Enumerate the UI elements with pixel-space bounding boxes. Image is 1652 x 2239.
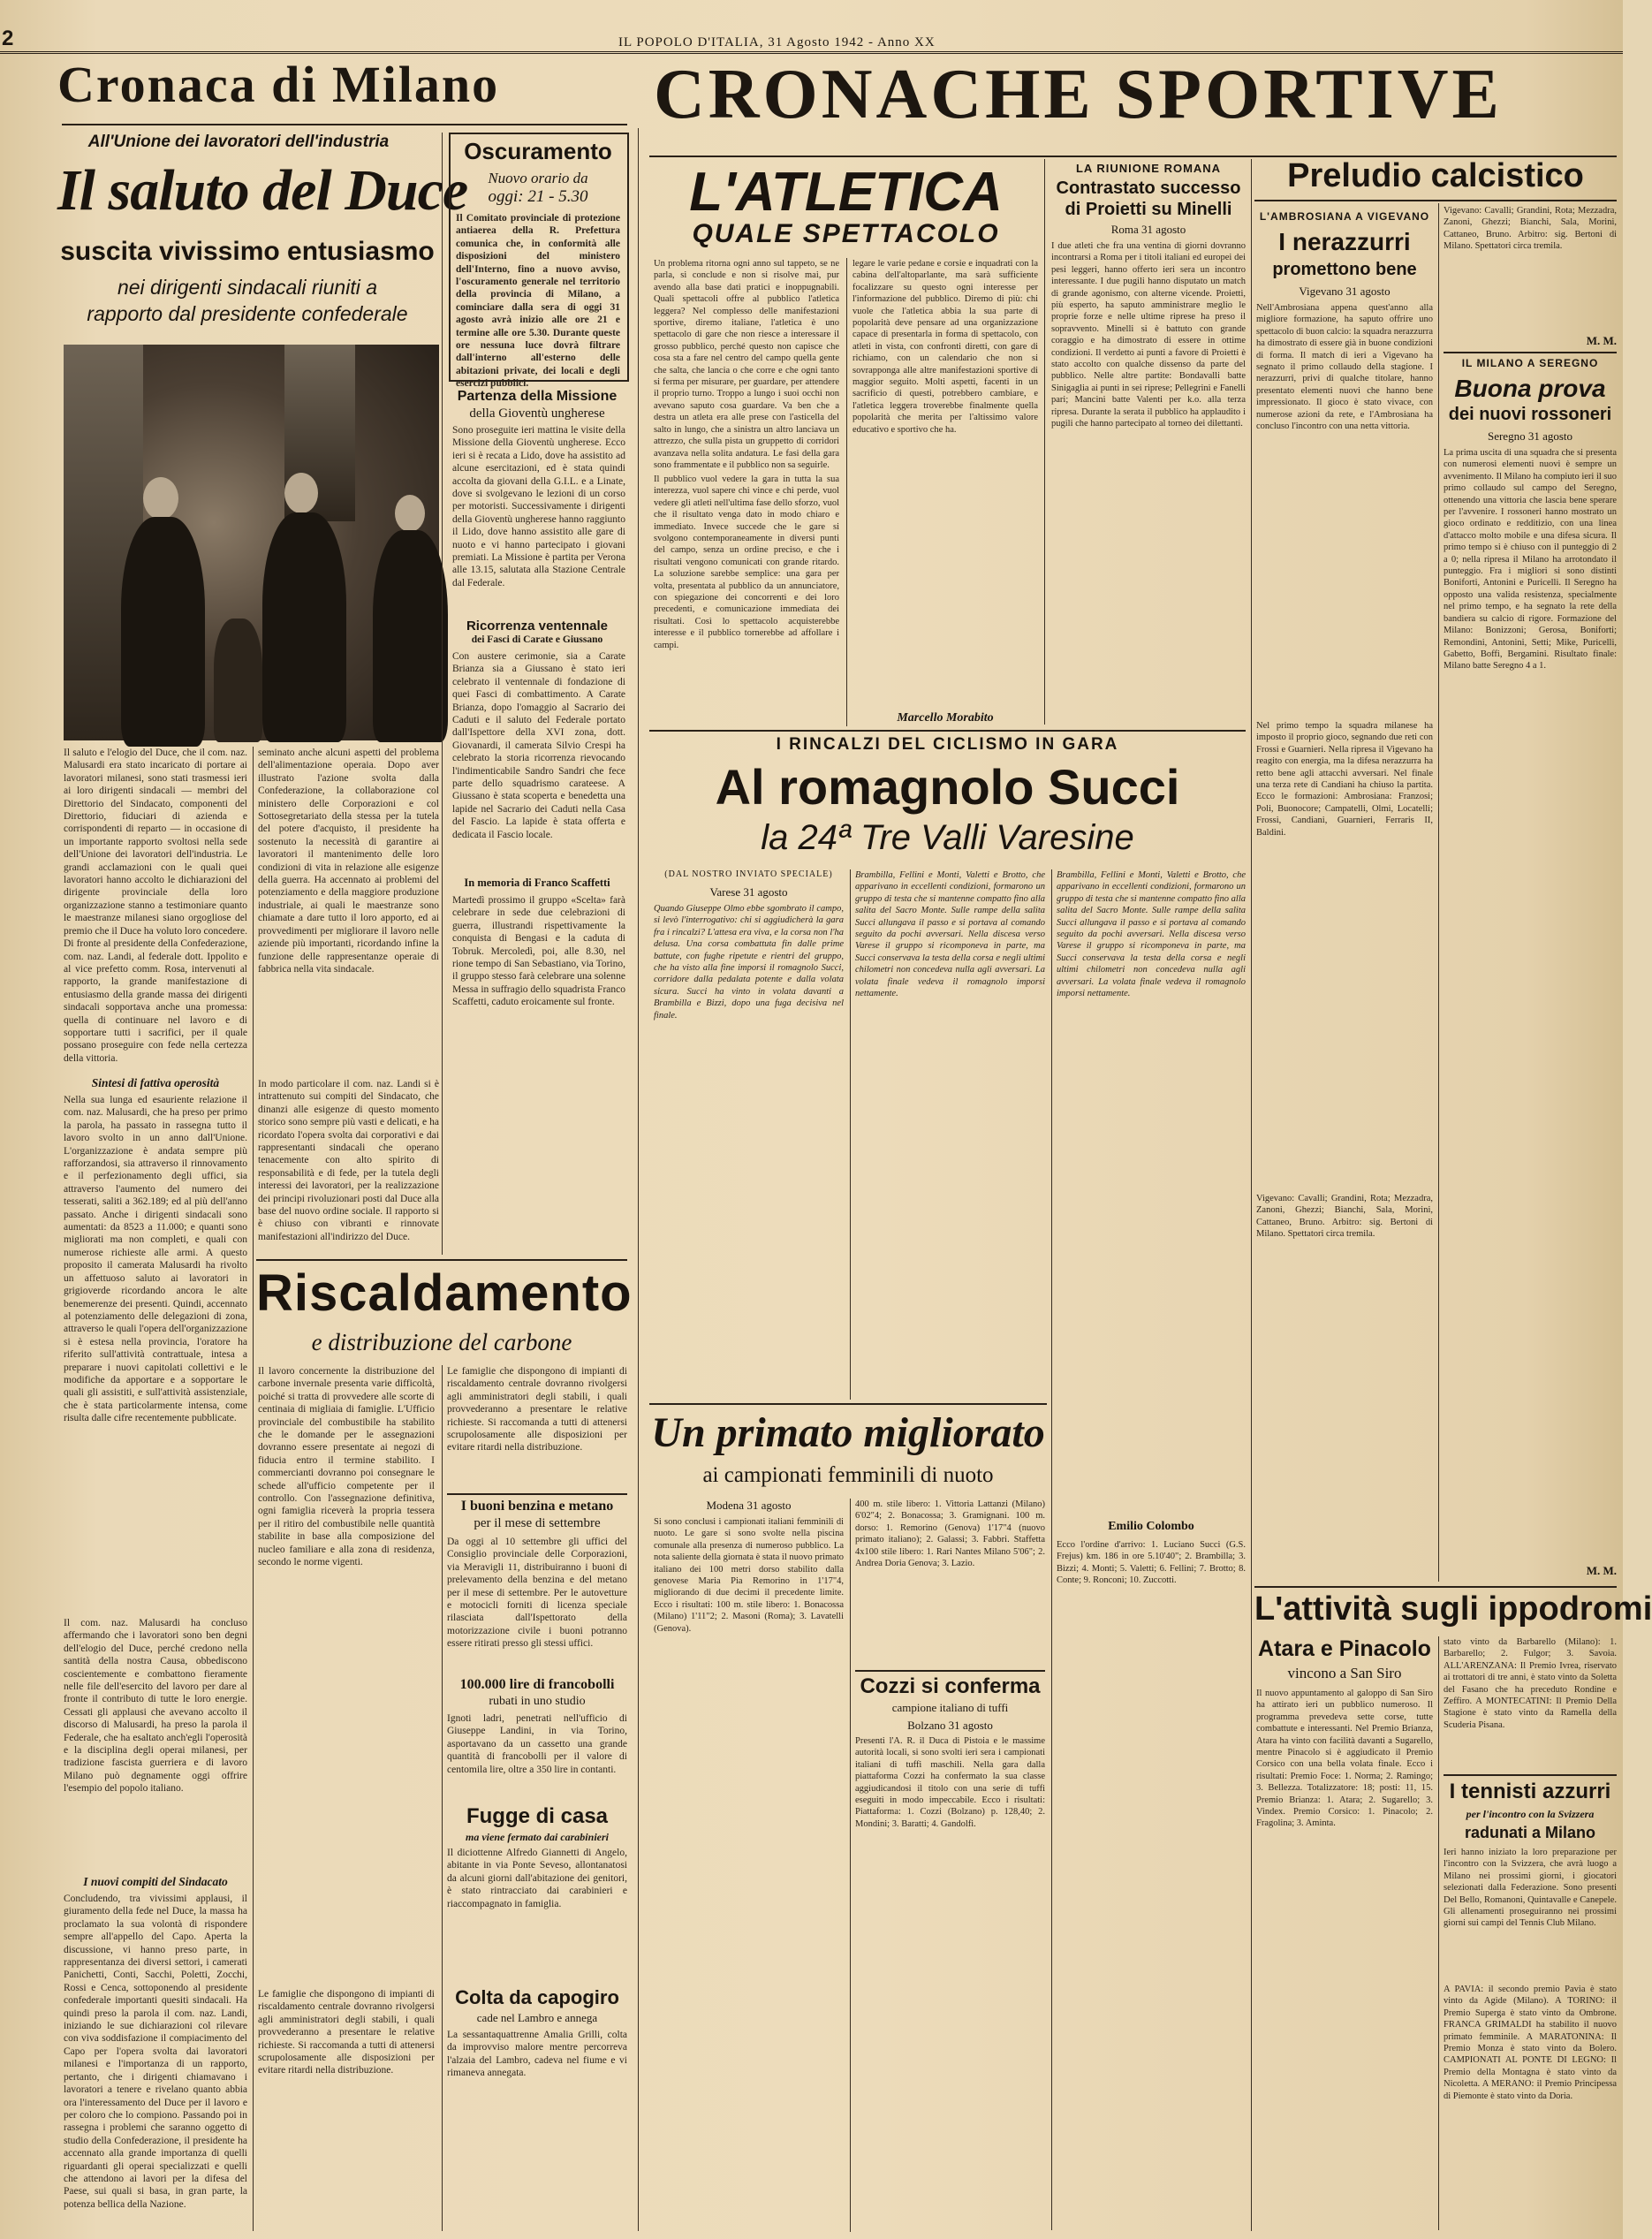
ciclismo-order: Ecco l'ordine d'arrivo: 1. Luciano Succi (G.S. Frejus) km. 186 in ore 5.10'40"; 2. Brambilla; 3. Bizzi; 4. Monti; 5. Valetti; 6. Fellini; 7. Brotto; 8. Conte; 9. Ronconi; 10. Zuccotti. xyxy=(1057,1540,1246,1586)
cozzi-title: Cozzi si conferma xyxy=(860,1674,1041,1698)
section-title-sportive: CRONACHE SPORTIVE xyxy=(654,56,1503,133)
ippodromi-sub: vincono a San Siro xyxy=(1287,1665,1402,1681)
tennis-sub: per l'incontro con la Svizzera xyxy=(1466,1808,1595,1820)
tennis-title: I tennisti azzurri xyxy=(1449,1780,1611,1803)
nuoto-subtitle: ai campionati femminili di nuoto xyxy=(702,1463,994,1487)
fugge-sub: ma viene fermato dai carabinieri xyxy=(466,1831,609,1843)
column-rule xyxy=(442,1365,443,2231)
riscaldamento-body-c: Le famiglie che dispongono di impianti di riscaldamento centrale dovranno rivolgersi agli amministratori degli stabili, i quali provvederanno a presentare le relative richieste. Si raccomanda a tutti di attenersi scrupolosamente alle disposizioni per evitare ritardi nella distribuzione. xyxy=(447,1366,627,1453)
calcio-body-a: Nell'Ambrosiana appena quest'anno alla migliore formazione, ha saputo offrire uno spettacolo di buon calcio: la squadra nerazzurra ha dimostrato di essere già in buone condizioni di forma. Il match di ieri a Vigevano ha segnato il primo collaudo della stagione. I nerazzurri, privi di qualche titolare, hanno presentato elementi nuovi che hanno bene impressionato. Il gioco è stato vivace, con numerose azioni da rete, e l'Ambrosiana ha concluso l'incontro con una netta vittoria. xyxy=(1256,303,1433,432)
column-rule xyxy=(442,133,443,1255)
ippodromi-title: L'attività sugli ippodromi xyxy=(1254,1590,1652,1628)
ricorrenza-title: Ricorrenza ventennale xyxy=(466,619,609,634)
ciclismo-body-a: Quando Giuseppe Olmo ebbe sgombrato il campo, si levò l'interrogativo: chi si aggiudicherà la gara fra i rincalzi? L'attesa era viva, e la corsa non l'ha delusa. Una corsa combattuta fin dalle prime battute, con fughe ripetute e rientri del gruppo, che ha visto alla fine imporsi il romagnolo Succi, corridore dalla pedalata potente e dalla volata sicura. Succi ha vinto in volata davanti a Brambilla e Bizzi, dopo una fuga decisiva nel finale. xyxy=(654,904,844,1021)
boxing-dateline: Roma 31 agosto xyxy=(1110,223,1186,236)
atletica-title: L'ATLETICA xyxy=(689,162,1003,223)
milan-title2: dei nuovi rossoneri xyxy=(1448,405,1612,424)
oscuramento-sub1: Nuovo orario da xyxy=(488,170,588,186)
subdeck-1: nei dirigenti sindacali riuniti a xyxy=(117,276,378,299)
calcio-dateline: Vigevano 31 agosto xyxy=(1299,285,1391,298)
milan-dateline: Seregno 31 agosto xyxy=(1487,429,1573,443)
divider xyxy=(1254,200,1617,201)
saluto-body-col2-a: seminato anche alcuni aspetti del problema dell'alimentazione operaia. Dopo aver illustrato l'azione svolta dalla Confederazione, la collaborazione col ministero delle Corporazioni e col Sottosegretariato della stessa per la tutela del potere d'acquisto, il presidente ha sostenuto la necessità di garantire ai lavoratori il mantenimento delle loro condizioni di vita in relazione alle esigenze della guerra. Ha accennato ai problemi del potenziamento e della maggiore produzione industriale, ai quali le maestranze sono chiamate a dare tutto il loro apporto, ed ai provvedimenti per migliorare il lavoro nelle aziende più importanti, ricordando infine la funzione delle rappresentanze operaie di fabbrica nella vita sindacale. xyxy=(258,748,439,975)
sport-notes: A PAVIA: il secondo premio Pavia è stato vinto da Agide (Milano). A TORINO: il Premio Superga è stato vinto da Ombrone. FRANCA GRIMALDI ha stabilito il nuovo primato femminile. A MARATONINA: Il Premio Monza è stato vinto da Bolero. CAMPIONATI AL PONTE DI LEGNO: Il Premio della Montagna è stato vinto da Nicoletta. A MERANO: il Premio Principessa di Piemonte è stato vinto da Doria. xyxy=(1444,1985,1617,2101)
column-rule xyxy=(1251,159,1252,2231)
nuoto-title: Un primato migliorato xyxy=(651,1409,1045,1456)
column-rule xyxy=(846,258,847,726)
ippodromi-body-b: stato vinto da Barbarello (Milano): 1. Barbarello; 2. Fulgor; 3. Savoia. ALL'ARENZANA: Il Premio Ivrea, riservato ai trottatori di tre anni, è stato vinto da Soletta del Fasano che ha preceduto Rondine e Zeffiro. A MONTECATINI: Il Premio Della Stagione è stato vinto da Ramella della Scuderia Pisana. xyxy=(1444,1637,1617,1730)
tennis-body: Ieri hanno iniziato la loro preparazione per l'incontro con la Svizzera, che avrà luogo a Milano nei prossimi giorni, i giocatori selezionati dalla Federazione. Sono presenti Del Bello, Romanoni, Quintavalle e Canepele. Gli allenamenti proseguiranno nei prossimi giorni sui campi del Tennis Club Milano. xyxy=(1444,1848,1617,1929)
ippodromi-headline: Atara e Pinacolo xyxy=(1258,1636,1431,1661)
boxing-kicker: LA RIUNIONE ROMANA xyxy=(1075,162,1222,175)
ciclismo-subtitle: la 24ª Tre Valli Varesine xyxy=(761,818,1134,857)
ciclismo-title: Al romagnolo Succi xyxy=(715,759,1180,815)
fugge-body: Il diciottenne Alfredo Giannetti di Angelo, abitante in via Ponte Seveso, allontanatosi da alcuni giorni dall'abitazione dei genitori, è stato rintracciato dai carabinieri e riaccompagnato in famiglia. xyxy=(447,1848,627,1909)
atletica-body-b: Il pubblico vuol vedere la gara in tutta la sua interezza, vuol sapere chi vince e chi perde, vuol vedere gli atleti nell'ultima fase dello sforzo, vuol che il risultato venga dato in modo chiaro e immediato. Invece succede che le gare si svolgono contemporaneamente in diversi punti del campo, senza un ordine preciso, e che i risultati vengono comunicati con grande ritardo. La soluzione sarebbe semplice: una gara per volta, presentata al pubblico da un annunciatore, con spiegazione dei concorrenti e dei loro precedenti, e comunicazione immediata dei risultati. Così lo spettacolo acquisterebbe interesse e il pubblico tornerebbe ad affollare i campi. xyxy=(654,474,839,650)
boxing-title2: di Proietti su Minelli xyxy=(1065,200,1232,219)
cozzi-body: Presenti l'A. R. il Duca di Pistoia e le massime autorità locali, si sono svolti ieri sera i campionati italiani di tuffi maschili. Nella gara dalla piattaforma Cozzi ha confermato la sua classe aggiudicandosi il titolo con una serie di tuffi eseguiti in modo impeccabile. Ecco i risultati: Piattaforma: 1. Cozzi (Bolzano) p. 128,40; 2. Mondini; 3. Baratti; 4. Gandolfi. xyxy=(855,1736,1045,1829)
cozzi-sub: campione italiano di tuffi xyxy=(891,1701,1009,1714)
ciclismo-body-b: Brambilla, Fellini e Monti, Valetti e Brotto, che apparivano in eccellenti condizioni, formarono un gruppo di testa che si mantenne compatto fino alla salita del Sacro Monte. Sulle rampe della salita Succi allungava il passo e si portava al comando seguito da pochi avversari. Nella discesa verso Varese il gruppo si ricomponeva in parte, ma Succi conservava la testa della corsa e negli ultimi chilometri non concedeva nulla agli avversari. La volata finale vedeva il romagnolo imporsi nettamente. xyxy=(855,870,1045,999)
divider xyxy=(62,124,627,125)
column-rule xyxy=(638,128,639,2231)
calcio-body-c: Vigevano: Cavalli; Grandini, Rota; Mezzadra, Zanoni, Ghezzi; Bianchi, Sala, Morini, Cattaneo, Bruno. Arbitro: sig. Bertoni di Milano. Spettatori circa tremila. xyxy=(1256,1194,1433,1240)
column-rule xyxy=(850,1499,851,2232)
boxing-body: I due atleti che fra una ventina di giorni dovranno incontrarsi a Roma per i titoli italiani ed europei dei pesi leggeri, hanno offerto ieri sera un incontro interessante. I due pugili hanno disputato un match di grande agonismo, con alterne vicende. Proietti, più esperto, ha saputo amministrare meglio le proprie forze e nelle ultime riprese ha preso il sopravvento. Minelli si è battuto con grande coraggio e ha dimostrato di essere in ottime condizioni. Il verdetto ai punti a favore di Proietti è stato accolto con qualche dissenso da parte del pubblico. Nelle altre partite: Bondavalli batte Sinigaglia ai punti in sei riprese; Pellegrini e Fanelli pari; Mancini batte Valenti per k.o. alla terza ripresa. Durante la serata il pubblico ha applaudito i pugili che hanno partecipato al torneo dei dilettanti. xyxy=(1051,241,1246,429)
divider xyxy=(1444,352,1617,353)
divider xyxy=(649,730,1246,732)
francobolli-body: Ignoti ladri, penetrati nell'ufficio di Giuseppe Landini, in via Torino, asportavano da un cassetto una grande quantità di francobolli per il valore di centomila lire, oltre a 350 lire in contanti. xyxy=(447,1713,627,1775)
divider xyxy=(855,1670,1045,1672)
deck-saluto: suscita vivissimo entusiasmo xyxy=(60,237,435,266)
riscaldamento-title: Riscaldamento xyxy=(256,1264,633,1322)
atletica-subtitle: QUALE SPETTACOLO xyxy=(692,219,1000,248)
ciclismo-dateline: Varese 31 agosto xyxy=(709,885,788,899)
missione-sub: della Gioventù ungherese xyxy=(469,406,605,421)
benzina-sub: per il mese di settembre xyxy=(474,1516,601,1530)
subhead-compiti: I nuovi compiti del Sindacato xyxy=(83,1875,228,1888)
capogiro-body: La sessantaquattrenne Amalia Grilli, colta da improvviso malore mentre percorreva l'alzaia del Lambro, cadeva nel fiume e vi rimaneva annegata. xyxy=(447,2030,627,2079)
divider xyxy=(447,1493,627,1495)
ciclismo-body-c: Brambilla, Fellini e Monti, Valetti e Brotto, che apparivano in eccellenti condizioni, formarono un gruppo di testa che si mantenne compatto fino alla salita del Sacro Monte. Sulle rampe della salita Succi allungava il passo e si portava al comando seguito da pochi avversari. Nella discesa verso Varese il gruppo si ricomponeva in parte, ma Succi conservava la testa della corsa e negli ultimi chilometri non concedeva nulla agli avversari. La volata finale vedeva il romagnolo imporsi nettamente. xyxy=(1057,870,1246,999)
calcio-body-col5: Vigevano: Cavalli; Grandini, Rota; Mezzadra, Zanoni, Ghezzi; Bianchi, Sala, Morini, Cattaneo, Bruno. Arbitro: sig. Bertoni di Milano. Spettatori circa tremila. xyxy=(1444,206,1617,252)
capogiro-sub: cade nel Lambro e annega xyxy=(476,2011,598,2024)
divider xyxy=(1444,1774,1617,1776)
missione-title: Partenza della Missione xyxy=(457,389,618,404)
oscuramento-title: Oscuramento xyxy=(464,138,612,164)
saluto-body-b: Nella sua lunga ed esauriente relazione il com. naz. Malusardi, che ha preso per primo la parola, ha passato in rassegna tutto il lavoro svolto in un anno dall'Unione. L'organizzazione è andata sempre più rafforzandosi, sia attraverso il rinnovamento e il perfezionamento degli uffici, sia attraverso l'aumento del numero dei tesserati, saliti a 362.189; ed al più dell'anno passato. Anche i dirigenti sindacali sono aumentati: da 8523 a 11.000; e quanti sono migliorati ma non completi, e quali con numerose richieste alle armi. A questo proposito il camerata Malusardi ha rivolto un affettuoso saluto ai lavoratori in grigioverde ricordando ancora le alte benemerenze dei presenti. Quindi, accennato al potenziamento delle delegazioni di zona, attraverso le quali l'opera dell'organizzazione si è estesa nella provincia, l'oratore ha riferito sull'attività contrattuale, intesa a preparare i nuovi capitolati collettivi e le modifiche da apportare e a sopportare le quali gli assistiti, e sull'attività assistenziale, che è stata particolarmente intensa, come risulta dalle cifre recentemente pubblicate. xyxy=(64,1095,247,1424)
column-rule xyxy=(253,747,254,2231)
running-title: IL POPOLO D'ITALIA, 31 Agosto 1942 - Anno XX xyxy=(618,35,936,49)
headline-saluto: Il saluto del Duce xyxy=(57,158,468,223)
kicker-saluto: All'Unione dei lavoratori dell'industria xyxy=(87,133,390,151)
column-rule xyxy=(850,869,851,1400)
francobolli-sub: rubati in uno studio xyxy=(489,1695,586,1708)
saluto-body-c: Il com. naz. Malusardi ha concluso affermando che i lavoratori sono ben degni dell'elogio del Duce, perché credono nella santità della nostra Causa, obbediscono coscientemente e combattono fieramente nelle file dell'esercito del lavoro per dare al fronte il contributo di tutte le loro energie. Cessati gli applausi che avevano accolto il discorso di Malusardi, ha preso la parola il Federale, che ha esaltato anch'egli l'operosità e la disciplina degli operai milanesi, per tradizione fascista guerriera e di lavoro Milano può degnamente oggi offrire l'esempio del popolo italiano. xyxy=(64,1618,247,1795)
ciclismo-byline-note: (DAL NOSTRO INVIATO SPECIALE) xyxy=(664,869,833,879)
page-number: 2 xyxy=(2,27,14,50)
scaffetti-title: In memoria di Franco Scaffetti xyxy=(464,877,610,889)
fugge-title: Fugge di casa xyxy=(466,1804,609,1828)
cozzi-dateline: Bolzano 31 agosto xyxy=(907,1719,993,1732)
nuoto-dateline: Modena 31 agosto xyxy=(706,1499,792,1512)
column-rule xyxy=(1044,159,1045,725)
subhead-sintesi: Sintesi di fattiva operosità xyxy=(91,1076,220,1089)
saluto-body-col2-b: In modo particolare il com. naz. Landi si è intrattenuto sui compiti del Sindacato, che dinanzi alle esigenze di questo momento storico sono sempre più vasti e delicati, e ha ricordato l'opera svolta dai corporativi e dai rappresentanti sindacali che operano tenacemente con alto spirito di responsabilità e di fede, per la tutela degli interessi dei lavoratori, per la realizzazione dei principi rivoluzionari posti dal Duce alla base del nuovo ordine sociale. Il rapporto si è chiuso con vibranti e rinnovate manifestazioni all'indirizzo del Duce. xyxy=(258,1079,439,1242)
calcio-signature: M. M. xyxy=(1586,334,1617,347)
atletica-byline: Marcello Morabito xyxy=(897,711,994,725)
nuoto-body-a: Si sono conclusi i campionati italiani femminili di nuoto. Le gare si sono svolte nella piscina comunale alla presenza di numeroso pubblico. La nota saliente della giornata è stata il nuovo primato italiano dei 100 metri dorso stabilito dalla genovese Maria Pia Remorino in 1'17"4, migliorando di due decimi il precedente limite. Ecco i risultati: 100 m. stile libero: 1. Bonacossa (Milano) 1'11"2; 2. Masoni (Roma); 3. Lavatelli (Genova). xyxy=(654,1517,844,1634)
francobolli-title: 100.000 lire di francobolli xyxy=(459,1677,615,1692)
benzina-title: I buoni benzina e metano xyxy=(460,1499,614,1514)
milan-signature: M. M. xyxy=(1586,1564,1617,1577)
saluto-body-a: Il saluto e l'elogio del Duce, che il com. naz. Malusardi era stato incaricato di portare ai lavoratori milanesi, sono stati trasmessi ieri ai loro dirigenti sindacali — membri del Direttorio del Sindacato, componenti del Direttorio, fiduciari di azienda e corrispondenti di reparto — in occasione di un importante rapporto svoltosi nella sede dell'Unione dei lavoratori dell'industria. Le grandi acclamazioni con le quali quei lavoratori hanno accolto le dichiarazioni del dirigente provinciale della loro organizzazione stanno a testimoniare quanto le maestranze milanesi siano orgogliose del premio che il Duce ha voluto loro concedere. Di fronte al presidente della Confederazione, com. naz. Landi, al federale dott. Ippolito e al vice prefetto comm. Rosa, intervenuti al rapporto, la grande manifestazione di entusiasmo della grande massa dei dirigenti sindacali sopportava anche una promessa: quella di continuare nel lavoro e di sopportare tutti i sacrifici, per il quale possano proseguire con fede nella certezza della vittoria. xyxy=(64,748,247,1064)
section-title-cronaca: Cronaca di Milano xyxy=(57,56,500,113)
calcio-sub: promettono bene xyxy=(1272,260,1417,279)
riscaldamento-body-a: Il lavoro concernente la distribuzione del carbone invernale presenta varie difficoltà, poiché si tratta di provvedere alle scorte di centinaia di migliaia di famiglie. L'Ufficio provinciale del combustibile ha stabilito che le domande per le assegnazioni dovranno essere presentate ai negozi di fiducia entro il termine stabilito. I commercianti dovranno poi consegnare le schede all'ufficio competente per il controllo. Con l'assegnazione definitiva, ogni famiglia riceverà la propria tessera per il ritiro del combustibile nelle quantità stabilite in base alla composizione del nucleo familiare e alla zona di residenza, secondo le norme vigenti. xyxy=(258,1366,435,1568)
divider xyxy=(1254,1586,1617,1588)
divider xyxy=(256,1259,627,1261)
tennis-sub2: radunati a Milano xyxy=(1464,1824,1596,1841)
capogiro-title: Colta da capogiro xyxy=(455,1986,619,2008)
missione-body: Sono proseguite ieri mattina le visite della Missione della Gioventù ungherese. Ecco ieri si è recata a Lido, dove ha assistito ad alcune esercitazioni, ed è stata quindi accolta da giovani della G.I.L. e a Linate, dove si svolgevano le lezioni di un corso per motoristi. Successivamente i dirigenti della Gioventù ungherese hanno raggiunto il Lido, dove hanno assistito alle gare di nuoto e vi hanno partecipato i giovani premiati. La Missione è partita per Verona alle 13.15, salutata alla Stazione Centrale dal Federale. xyxy=(452,425,625,588)
milan-body: La prima uscita di una squadra che si presenta con numerosi elementi nuovi è sempre un avvenimento. Il Milano ha compiuto ieri il suo primo collaudo sul campo del Seregno, ottenendo una vittoria che lascia bene sperare per l'avvenire. I rossoneri hanno mostrato un gioco ordinato e redditizio, con una linea d'attacco molto mobile e una difesa sicura. Il primo tempo si è chiuso con il punteggio di 2 a 0; nella ripresa il Milano ha arrotondato il punteggio. Fra i migliori si sono distinti Boniforti, Antonini e Puricelli. Il Seregno ha opposto una valida resistenza, specialmente nel primo tempo, e ha segnato la rete della bandiera su calcio di rigore. Formazione del Milano: Bonizzoni; Gerosa, Boniforti; Remondini, Antonini, Setti; Mike, Puricelli, Gabetto, Boffi, Bergamini. Risultato finale: Milano batte Seregno 4 a 1. xyxy=(1444,448,1617,672)
column-rule xyxy=(1438,1636,1439,2230)
oscuramento-sub2: oggi: 21 - 5.30 xyxy=(488,187,588,206)
photo-dirigenti-sindacali xyxy=(64,345,439,740)
atletica-body-a: Un problema ritorna ogni anno sul tappeto, se ne parla, si conclude e non si risolve mai, pur avendo alla base dati pratici e inoppugnabili. Quali spettacoli offre al pubblico l'atletica leggera? Nel complesso delle manifestazioni sportive, diremo italiane, l'atletica è uno spettacolo di gare che non riesce a interessare il grosso pubblico, perché questo non capisce che cosa sta a fare nel centro del campo quella gente che salta, che lancia o che corre e che ogni tanto si ferma per misurare, per guardare, per attendere il proprio turno. Troppo a lungo i suoi occhi non avevano saputo cosa guardare. Va ben che a destra un atleta era alle prese con l'asticella del salto in lungo, che a sinistra un altro lanciava un attrezzo, che sulla pista un gruppetto di corridori avanzava nella solita andatura. Le fasi della gara sono frammentate e il pubblico non sa seguirle. xyxy=(654,259,839,470)
calcio-kicker: L'AMBROSIANA A VIGEVANO xyxy=(1259,210,1430,223)
riscaldamento-sub: e distribuzione del carbone xyxy=(311,1329,572,1355)
subdeck-2: rapporto dal presidente confederale xyxy=(87,302,408,325)
benzina-body: Da oggi al 10 settembre gli uffici del Consiglio provinciale delle Corporazioni, via Meravigli 11, distribuiranno i buoni di prelevamento della benzina e del metano per il mese di settembre. Per le autovetture e motocicli forniti di licenza speciale rilasciata dall'Ispettorato della motorizzazione civile i buoni potranno essere ritirati presso gli stessi uffici. xyxy=(447,1537,627,1650)
scaffetti-body: Martedì prossimo il gruppo «Scelta» farà celebrare in sede due celebrazioni di guerra, illustrandi rispettivamente la conquista di Bengasi e la caduta di Tobruk. Mercoledì, poi, alle 8.30, nel rione tempo di San Sebastiano, via Torino, il gruppo stesso farà celebrare una solenne Messa in suffragio dello squadrista Franco Scaffetti, caduto eroicamente sul fronte. xyxy=(452,895,625,1008)
calcio-headline: I nerazzurri xyxy=(1278,228,1411,255)
milan-title1: Buona prova xyxy=(1454,375,1606,402)
oscuramento-body: Il Comitato provinciale di protezione antiaerea della R. Prefettura comunica che, in conformità alle disposizioni del ministero dell'Interno, fino a nuovo avviso, l'oscuramento generale nel territorio della provincia di Milano, a cominciare dalla sera di oggi 31 agosto avrà inizio alle ore 21 e termine alle ore 5.30. Durante queste ore nessuna luce dovrà filtrare dall'interno all'esterno delle abitazioni private, dei locali e degli esercizi pubblici. xyxy=(456,213,620,390)
ricorrenza-body: Con austere cerimonie, sia a Carate Brianza sia a Giussano è stato ieri celebrato il ventennale di fondazione di quei Fasci di combattimento. A Carate Brianza, dopo l'omaggio al Sacrario dei Caduti e il saluto del Federale portato dall'Ispettore della XVI zona, dott. Giovanardi, il camerata Silvio Crespi ha celebrato la storia ricorrenza rievocando l'indimenticabile Sandro Sandri che fece parte dello squadrismo carateese. A Giussano è stata scoperta e benedetta una lapide nel Sacrario dei Caduti nella Casa del Fascio. La lapide è stata offerta e dedicata il Fascio locale. xyxy=(452,651,625,840)
milan-kicker: IL MILANO A SEREGNO xyxy=(1461,357,1599,369)
boxing-title1: Contrastato successo xyxy=(1056,178,1241,198)
page-header xyxy=(0,0,1623,54)
column-rule xyxy=(1051,869,1052,2230)
divider xyxy=(649,1403,1047,1405)
calcio-title: Preludio calcistico xyxy=(1287,157,1584,194)
atletica-body-d: legare le varie pedane e corsie e inquadrati con la cabina dell'altoparlante, ma sarà sufficiente focalizzare su questo ogni interesse per l'informazione del pubblico. Diremo di più: chi vuole che l'atletica abbia la sua parte di popolarità deve pensare ad una organizzazione capace di presentarla in forma di spettacolo, con atleti in vista, con confronti diretti, con gare di richiamo, con un calendario che non si sovrapponga alle altre manifestazioni sportive di maggior seguito. Molti aspetti, facenti in un sacrificio di questi, potrebbero cambiare, e l'atletica leggera troverebbe finalmente quella popolarità che merita per l'altissimo valore educativo e sportivo che ha. xyxy=(853,259,1038,435)
column-rule xyxy=(1438,203,1439,1582)
ricorrenza-sub: dei Fasci di Carate e Giussano xyxy=(471,634,603,645)
ciclismo-kicker: I RINCALZI DEL CICLISMO IN GARA xyxy=(776,735,1119,754)
saluto-body-d: Concludendo, tra vivissimi applausi, il giuramento della fede nel Duce, la massa ha proclamato la sua volontà di rispondere sempre all'appello del Capo. Aperta la discussione, vi hanno preso parte, in rappresentanza dei diversi settori, i camerati Panichetti, Conti, Sacchi, Poletti, Zocchi, Rossi e Cenca, sottoponendo al presidente confederale importanti quesiti sindacali. Ha quindi preso la parola il com. naz. Landi, iniziando le sue dichiarazioni col rilevare con viva soddisfazione il compiacimento del Capo per l'opera svolta dai lavoratori milanesi e l'importanza di un rapporto, pertanto, che i dirigenti chiamavano i lavoratori a tenere e rivelano quanto abbia ora l'interessamento del Duce per il lavoro e per coloro che lo compiono. Passando poi in rassegna i problemi che saranno oggetto di studio della Confederazione, il presidente ha accennato alla grande importanza di quelli riguardanti gli operai specializzati e quelli che attendono ai lavori per la difesa del Paese, sui quali si basa, in gran parte, la potenza bellica della Nazione. xyxy=(64,1894,247,2210)
ippodromi-body-a: Il nuovo appuntamento al galoppo di San Siro ha attirato ieri un pubblico numeroso. Il programma prevedeva sette corse, tutte combattute e interessanti. Nel Premio Brianza, Atara ha vinto con facilità davanti a Sugarello, mentre Pinacolo si è aggiudicato il Premio Corsico con una bella volata finale. Ecco i risultati: Premio Foce: 1. Norma; 2. Ramingo; 3. Bellezza. Totalizzatore: 18; posti: 11, 15. Premio Brianza: 1. Atara; 2. Sugarello; 3. Vindex. Premio Corsico: 1. Pinacolo; 2. Fragolina; 3. Aminta. xyxy=(1256,1689,1433,1829)
ciclismo-author: Emilio Colombo xyxy=(1108,1520,1194,1533)
riscaldamento-body-b: Le famiglie che dispongono di impianti di riscaldamento centrale dovranno rivolgersi agli amministratori degli stabili, i quali provvederanno a presentare le relative richieste. Si raccomanda a tutti di attenersi scrupolosamente alle disposizioni per evitare ritardi nella distribuzione. xyxy=(258,1989,435,2076)
calcio-body-b: Nel primo tempo la squadra milanese ha imposto il proprio gioco, segnando due reti con Frossi e Guarnieri. Nella ripresa il Vigevano ha reagito con energia, ma la difesa nerazzurra ha retto bene agli attacchi avversari. Nel finale una terza rete di Candiani ha chiuso la partita. Ecco le formazioni: Ambrosiana: Franzosi; Poli, Buonocore; Campatelli, Olmi, Locatelli; Frossi, Candiani, Guarnieri, Ferraris II, Baldini. xyxy=(1256,721,1433,838)
nuoto-body-b: 400 m. stile libero: 1. Vittoria Lattanzi (Milano) 6'02"4; 2. Bonacossa; 3. Gramignani. 100 m. dorso: 1. Remorino (Genova) 1'17"4 (nuovo primato italiano); 2. Galassi; 3. Fabbri. Staffetta 4x100 stile libero: 1. Rari Nantes Milano 5'06"; 2. Andrea Doria Genova; 3. Lazio. xyxy=(855,1499,1045,1569)
